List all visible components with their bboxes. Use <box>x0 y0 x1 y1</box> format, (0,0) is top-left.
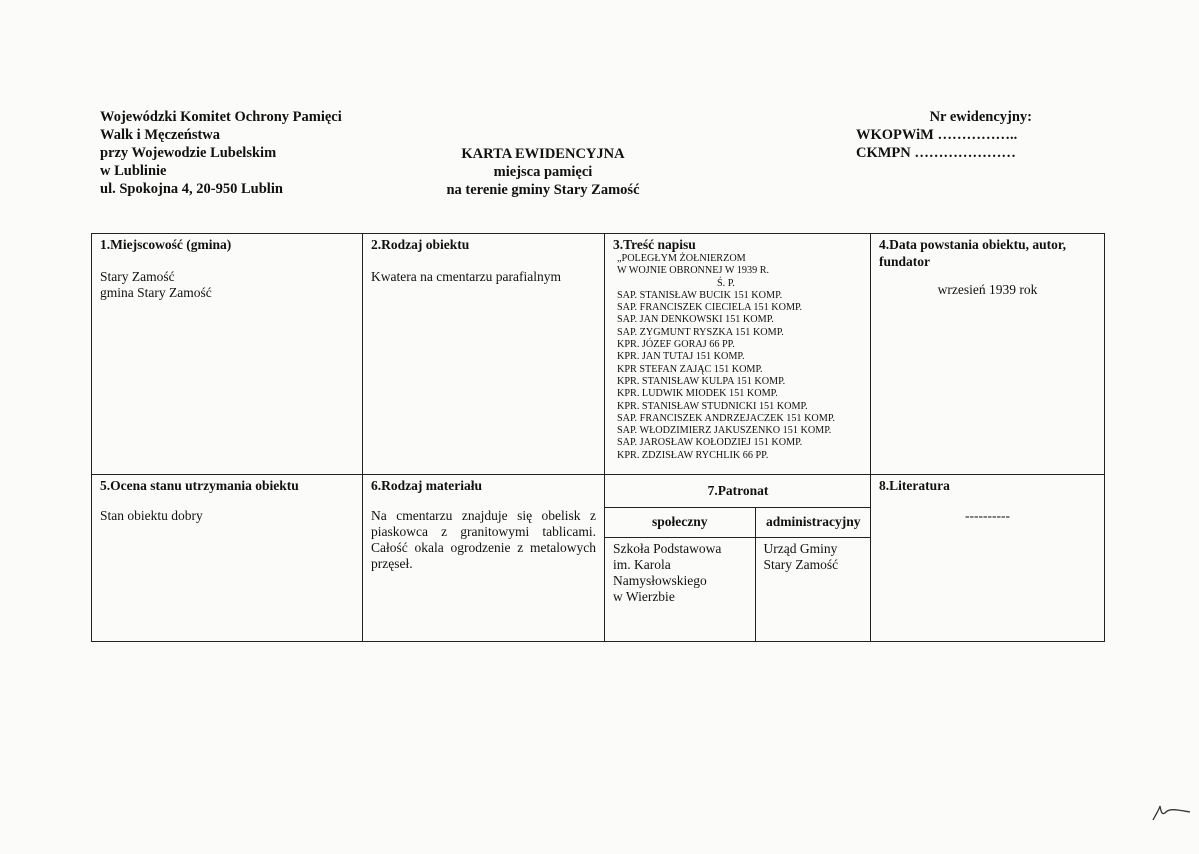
patron-line: Namysłowskiego <box>613 572 707 588</box>
patron-line: w Wierzbie <box>613 588 675 604</box>
patron-line: Stary Zamość <box>763 556 839 572</box>
inscription-line: SAP. JAN DENKOWSKI 151 KOMP. <box>617 314 774 326</box>
field-creation-date-label: 4.Data powstania obiektu, autor, fundator <box>879 237 1067 269</box>
inscription-text <box>613 253 862 462</box>
inscription-line: KPR. JÓZEF GORAJ 66 PP. <box>617 339 735 351</box>
field-patronage-label: 7.Patronat <box>605 475 871 507</box>
org-line: przy Wojewodzie Lubelskim <box>100 145 277 161</box>
title-line: KARTA EWIDENCYJNA <box>461 146 625 162</box>
field-literature <box>871 475 1105 642</box>
field-location <box>92 234 363 475</box>
title-line: na terenie gminy Stary Zamość <box>446 182 640 198</box>
org-line: Walk i Męczeństwa <box>100 127 221 143</box>
inscription-line: SAP. WŁODZIMIERZ JAKUSZENKO 151 KOMP. <box>617 425 832 437</box>
condition-value: Stan obiektu dobry <box>100 508 203 523</box>
inscription-line: KPR. STANISŁAW STUDNICKI 151 KOMP. <box>617 400 808 412</box>
handwritten-mark <box>1150 800 1192 822</box>
location-town: Stary Zamość <box>100 269 175 284</box>
registration-number-block <box>800 108 1032 162</box>
inscription-line: SAP. ZYGMUNT RYSZKA 151 KOMP. <box>617 326 784 338</box>
inscription-line: KPR. ZDZISŁAW RYCHLIK 66 PP. <box>617 449 769 461</box>
creation-date-value: wrzesień 1939 rok <box>937 282 1038 297</box>
inscription-line: KPR STEFAN ZAJĄC 151 KOMP. <box>617 363 763 375</box>
patronage-admin-header: administracyjny <box>755 507 871 537</box>
patron-line: Urząd Gminy <box>763 540 838 556</box>
field-patronage <box>605 475 871 642</box>
inscription-line: SAP. JAROSŁAW KOŁODZIEJ 151 KOMP. <box>617 437 803 449</box>
patronage-admin-value <box>755 537 871 641</box>
inscription-line: KPR. LUDWIK MIODEK 151 KOMP. <box>617 388 778 400</box>
field-location-label: 1.Miejscowość (gmina) <box>100 237 232 252</box>
document-title <box>400 145 686 199</box>
title-line: miejsca pamięci <box>493 164 593 180</box>
inscription-line: SAP. FRANCISZEK CIECIELA 151 KOMP. <box>617 302 803 314</box>
registration-wkopwim: WKOPWiM …………….. <box>856 127 1018 143</box>
field-condition <box>92 475 363 642</box>
field-object-type <box>363 234 605 475</box>
inscription-line: SAP. FRANCISZEK ANDRZEJACZEK 151 KOMP. <box>617 412 835 424</box>
literature-value: ---------- <box>965 508 1010 523</box>
org-line: Wojewódzki Komitet Ochrony Pamięci <box>100 109 342 125</box>
patron-line: im. Karola <box>613 556 671 572</box>
inscription-line: KPR. JAN TUTAJ 151 KOMP. <box>617 351 745 363</box>
material-value: Na cmentarzu znajduje się obelisk z piaskowca z granitowymi tablicami. Całość okala ogrodzenie z metalowych przęseł. <box>371 508 596 571</box>
record-card-table <box>91 233 1105 642</box>
field-condition-label: 5.Ocena stanu utrzymania obiektu <box>100 478 299 493</box>
field-inscription <box>605 234 871 475</box>
location-commune: gmina Stary Zamość <box>100 285 212 300</box>
patronage-social-value <box>605 537 755 641</box>
field-object-type-label: 2.Rodzaj obiektu <box>371 237 470 252</box>
field-literature-label: 8.Literatura <box>879 478 950 493</box>
patronage-social-header: społeczny <box>605 507 755 537</box>
patron-line: Szkoła Podstawowa <box>613 540 722 556</box>
field-inscription-label: 3.Treść napisu <box>613 237 696 252</box>
field-material-label: 6.Rodzaj materiału <box>371 478 482 493</box>
patronage-table <box>605 475 871 641</box>
organization-header <box>100 108 342 198</box>
inscription-line: „POLEGŁYM ŻOŁNIERZOM <box>617 253 746 264</box>
org-address: ul. Spokojna 4, 20-950 Lublin <box>100 181 283 197</box>
org-line: w Lublinie <box>100 163 167 179</box>
inscription-line: Ś. P. <box>717 277 735 289</box>
field-material <box>363 475 605 642</box>
registration-ckmpn: CKMPN ………………… <box>856 145 1016 161</box>
object-type-value: Kwatera na cmentarzu parafialnym <box>371 269 562 284</box>
inscription-line: SAP. STANISŁAW BUCIK 151 KOMP. <box>617 289 783 301</box>
field-creation-date <box>871 234 1105 475</box>
inscription-line: W WOJNIE OBRONNEJ W 1939 R. <box>617 265 770 277</box>
registration-label: Nr ewidencyjny: <box>929 109 1032 125</box>
inscription-line: KPR. STANISŁAW KULPA 151 KOMP. <box>617 375 786 387</box>
